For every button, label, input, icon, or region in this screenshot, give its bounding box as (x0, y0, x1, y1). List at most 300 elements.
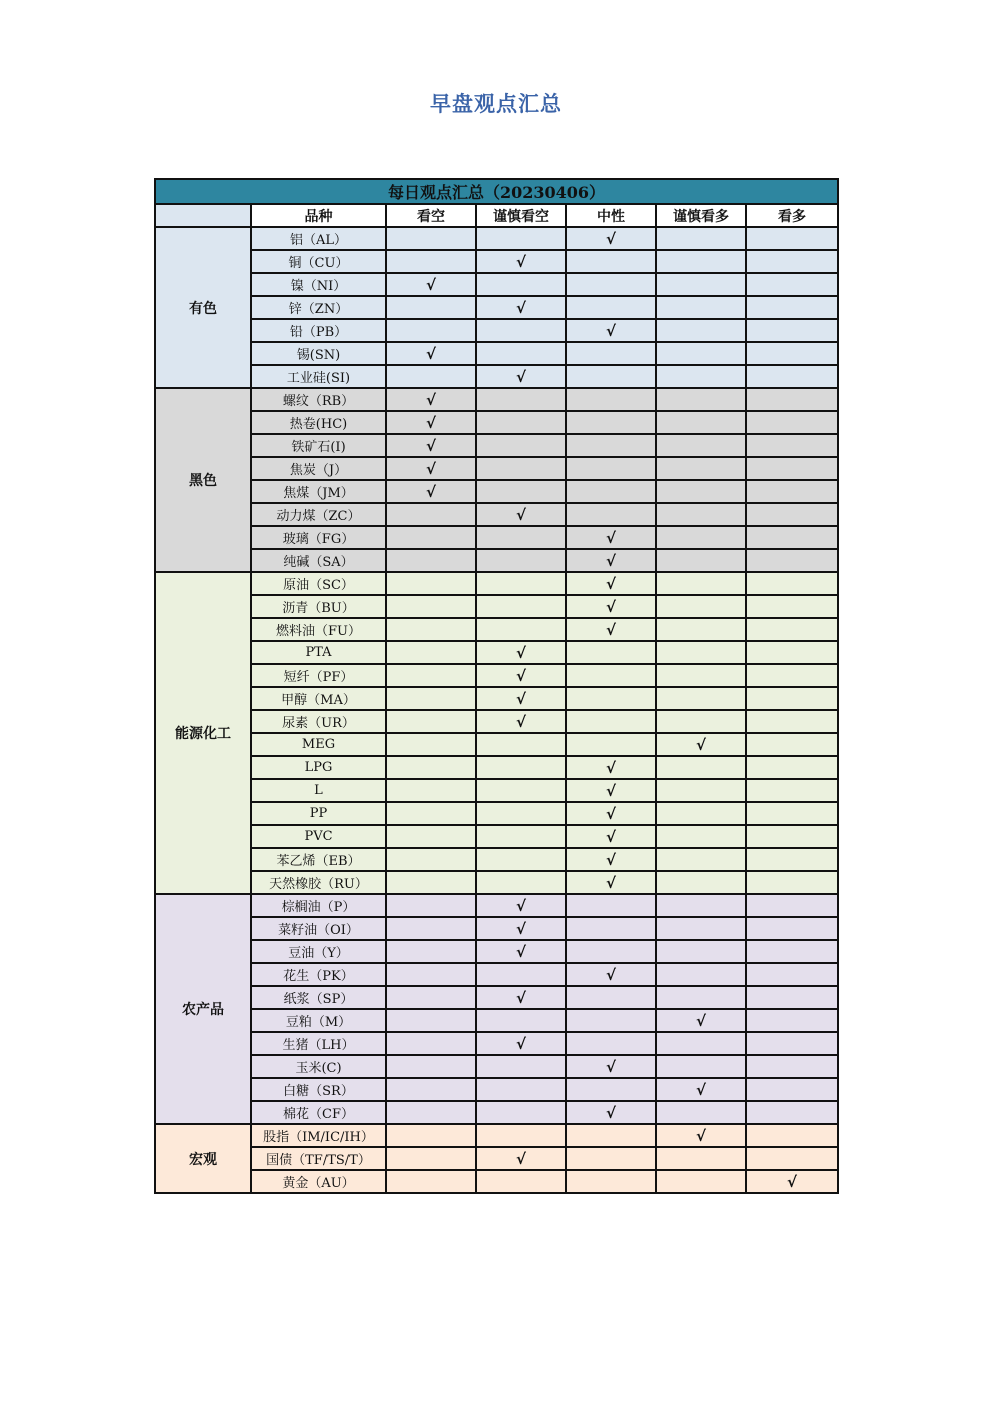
view-cell (656, 388, 746, 411)
view-cell (386, 894, 476, 917)
table-row (155, 779, 838, 802)
view-cell (566, 710, 656, 733)
view-cell (656, 710, 746, 733)
check-mark-icon: √ (515, 988, 526, 1007)
table-row (155, 917, 838, 940)
view-cell (746, 365, 838, 388)
view-cell (746, 595, 838, 618)
view-cell (476, 848, 566, 871)
view-cell (566, 319, 656, 342)
view-cell (566, 963, 656, 986)
view-cell (746, 1147, 838, 1170)
table-row (155, 664, 838, 687)
view-cell (566, 894, 656, 917)
check-mark-icon: √ (605, 321, 616, 340)
view-cell (566, 986, 656, 1009)
sector-label: 黑色 (155, 388, 251, 572)
view-cell (656, 434, 746, 457)
view-cell (476, 434, 566, 457)
view-cell (656, 1147, 746, 1170)
view-cell (656, 227, 746, 250)
commodity-name: 沥青（BU） (251, 595, 386, 618)
view-cell (746, 1101, 838, 1124)
view-cell (476, 572, 566, 595)
view-cell (386, 940, 476, 963)
view-cell (656, 526, 746, 549)
view-cell (746, 319, 838, 342)
commodity-name: 镍（NI） (251, 273, 386, 296)
view-cell (476, 687, 566, 710)
commodity-name: LPG (251, 756, 386, 779)
view-cell (656, 894, 746, 917)
view-cell (746, 273, 838, 296)
view-cell (386, 802, 476, 825)
commodity-name: 股指（IM/IC/IH） (251, 1124, 386, 1147)
view-cell (656, 641, 746, 664)
commodity-name: 纸浆（SP） (251, 986, 386, 1009)
view-cell (566, 273, 656, 296)
view-cell (566, 1124, 656, 1147)
view-cell (476, 365, 566, 388)
view-cell (386, 1078, 476, 1101)
view-cell (386, 1032, 476, 1055)
view-cell (656, 986, 746, 1009)
view-cell (476, 986, 566, 1009)
check-mark-icon: √ (515, 252, 526, 271)
view-cell (656, 756, 746, 779)
commodity-name: 天然橡胶（RU） (251, 871, 386, 894)
view-cell (746, 710, 838, 733)
view-cell (656, 1170, 746, 1193)
commodity-name: 焦炭（J） (251, 457, 386, 480)
view-cell (476, 756, 566, 779)
sector-label: 能源化工 (155, 572, 251, 894)
sector-label: 农产品 (155, 894, 251, 1124)
view-cell (476, 1009, 566, 1032)
check-mark-icon: √ (605, 873, 616, 892)
table-row (155, 457, 838, 480)
sector-header-cell (155, 204, 251, 227)
view-cell (386, 411, 476, 434)
commodity-name: 原油（SC） (251, 572, 386, 595)
view-cell (566, 779, 656, 802)
commodity-name: PP (251, 802, 386, 825)
view-cell (386, 1055, 476, 1078)
view-cell (476, 871, 566, 894)
view-cell (386, 503, 476, 526)
column-header: 谨慎看多 (656, 204, 746, 227)
commodity-name: 工业硅(SI) (251, 365, 386, 388)
view-cell (566, 296, 656, 319)
view-cell (476, 733, 566, 756)
check-mark-icon: √ (605, 597, 616, 616)
view-cell (386, 848, 476, 871)
view-cell (386, 1147, 476, 1170)
table-row (155, 802, 838, 825)
commodity-name: PTA (251, 641, 386, 664)
commodity-name: PVC (251, 825, 386, 848)
table-row (155, 733, 838, 756)
view-cell (656, 848, 746, 871)
view-cell (746, 250, 838, 273)
view-cell (566, 342, 656, 365)
table-title: 每日观点汇总（20230406） (155, 179, 838, 204)
view-cell (746, 1078, 838, 1101)
table-row (155, 1170, 838, 1193)
view-cell (656, 1124, 746, 1147)
view-cell (746, 687, 838, 710)
check-mark-icon: √ (605, 551, 616, 570)
view-cell (656, 963, 746, 986)
view-cell (386, 1101, 476, 1124)
view-cell (386, 365, 476, 388)
view-cell (476, 963, 566, 986)
view-cell (476, 1032, 566, 1055)
table-row (155, 940, 838, 963)
view-cell (566, 434, 656, 457)
commodity-name: 苯乙烯（EB） (251, 848, 386, 871)
view-cell (476, 618, 566, 641)
view-cell (656, 319, 746, 342)
commodity-name: 国债（TF/TS/T） (251, 1147, 386, 1170)
table-row (155, 963, 838, 986)
view-cell (656, 940, 746, 963)
view-cell (476, 917, 566, 940)
commodity-name: 菜籽油（OI） (251, 917, 386, 940)
table-row (155, 687, 838, 710)
column-header: 品种 (251, 204, 386, 227)
view-cell (566, 388, 656, 411)
view-cell (386, 319, 476, 342)
view-cell (566, 1009, 656, 1032)
table-row (155, 388, 838, 411)
column-header: 看空 (386, 204, 476, 227)
page-title: 早盘观点汇总 (430, 92, 562, 116)
view-cell (566, 526, 656, 549)
check-mark-icon: √ (425, 436, 436, 455)
view-cell (746, 342, 838, 365)
sector-label: 宏观 (155, 1124, 251, 1193)
column-header-row (155, 204, 838, 227)
commodity-name: 铝（AL） (251, 227, 386, 250)
table-row (155, 273, 838, 296)
view-cell (566, 756, 656, 779)
table-row (155, 319, 838, 342)
view-cell (566, 411, 656, 434)
view-cell (746, 986, 838, 1009)
check-mark-icon: √ (425, 459, 436, 478)
check-mark-icon: √ (425, 482, 436, 501)
check-mark-icon: √ (605, 1057, 616, 1076)
view-cell (476, 457, 566, 480)
view-cell (386, 1124, 476, 1147)
view-cell (566, 641, 656, 664)
view-cell (476, 526, 566, 549)
view-cell (476, 1170, 566, 1193)
view-cell (566, 940, 656, 963)
view-cell (476, 894, 566, 917)
view-cell (476, 802, 566, 825)
view-cell (656, 1009, 746, 1032)
view-cell (386, 388, 476, 411)
view-cell (386, 825, 476, 848)
view-cell (656, 572, 746, 595)
table-row (155, 848, 838, 871)
view-cell (746, 1032, 838, 1055)
check-mark-icon: √ (786, 1172, 797, 1191)
view-cell (386, 733, 476, 756)
view-cell (656, 871, 746, 894)
view-cell (476, 411, 566, 434)
commodity-name: 玉米(C) (251, 1055, 386, 1078)
table-row (155, 250, 838, 273)
view-cell (386, 664, 476, 687)
view-cell (746, 296, 838, 319)
view-cell (476, 319, 566, 342)
table-row (155, 1009, 838, 1032)
column-header: 谨慎看空 (476, 204, 566, 227)
view-cell (566, 549, 656, 572)
check-mark-icon: √ (425, 413, 436, 432)
view-cell (566, 664, 656, 687)
check-mark-icon: √ (515, 367, 526, 386)
check-mark-icon: √ (515, 1149, 526, 1168)
check-mark-icon: √ (515, 643, 526, 662)
view-cell (476, 250, 566, 273)
view-cell (476, 595, 566, 618)
check-mark-icon: √ (425, 275, 436, 294)
table-row (155, 365, 838, 388)
check-mark-icon: √ (605, 827, 616, 846)
view-cell (746, 894, 838, 917)
view-cell (476, 1101, 566, 1124)
table-row (155, 1055, 838, 1078)
check-mark-icon: √ (605, 850, 616, 869)
commodity-name: 玻璃（FG） (251, 526, 386, 549)
column-header: 中性 (566, 204, 656, 227)
view-cell (566, 503, 656, 526)
view-cell (386, 963, 476, 986)
view-cell (656, 457, 746, 480)
check-mark-icon: √ (515, 919, 526, 938)
check-mark-icon: √ (695, 1011, 706, 1030)
view-cell (566, 871, 656, 894)
view-cell (566, 917, 656, 940)
view-cell (566, 687, 656, 710)
commodity-name: 动力煤（ZC） (251, 503, 386, 526)
table-row (155, 411, 838, 434)
view-cell (476, 480, 566, 503)
view-cell (746, 1124, 838, 1147)
check-mark-icon: √ (695, 1126, 706, 1145)
view-cell (476, 342, 566, 365)
view-cell (476, 710, 566, 733)
view-cell (386, 710, 476, 733)
view-cell (656, 411, 746, 434)
view-cell (656, 250, 746, 273)
view-cell (746, 940, 838, 963)
view-cell (386, 986, 476, 1009)
view-cell (386, 756, 476, 779)
view-cell (656, 1101, 746, 1124)
check-mark-icon: √ (605, 620, 616, 639)
commodity-name: MEG (251, 733, 386, 756)
view-cell (476, 388, 566, 411)
view-cell (386, 779, 476, 802)
view-cell (746, 572, 838, 595)
check-mark-icon: √ (425, 390, 436, 409)
view-cell (746, 917, 838, 940)
commodity-name: 铅（PB） (251, 319, 386, 342)
view-cell (656, 825, 746, 848)
table-row (155, 503, 838, 526)
view-cell (656, 296, 746, 319)
view-cell (566, 1032, 656, 1055)
view-cell (386, 641, 476, 664)
view-cell (476, 1147, 566, 1170)
view-cell (476, 664, 566, 687)
view-cell (386, 1009, 476, 1032)
view-cell (656, 480, 746, 503)
view-cell (566, 802, 656, 825)
view-cell (566, 457, 656, 480)
view-cell (386, 434, 476, 457)
view-cell (476, 1055, 566, 1078)
check-mark-icon: √ (515, 689, 526, 708)
check-mark-icon: √ (695, 735, 706, 754)
view-cell (656, 917, 746, 940)
view-cell (746, 526, 838, 549)
view-cell (386, 227, 476, 250)
view-cell (566, 848, 656, 871)
view-cell (656, 779, 746, 802)
view-cell (746, 756, 838, 779)
view-cell (566, 618, 656, 641)
view-cell (386, 480, 476, 503)
check-mark-icon: √ (515, 896, 526, 915)
commodity-name: 燃料油（FU） (251, 618, 386, 641)
check-mark-icon: √ (515, 298, 526, 317)
view-cell (746, 871, 838, 894)
view-cell (386, 526, 476, 549)
view-cell (386, 273, 476, 296)
check-mark-icon: √ (605, 574, 616, 593)
check-mark-icon: √ (425, 344, 436, 363)
view-cell (746, 779, 838, 802)
table-row (155, 1078, 838, 1101)
view-cell (656, 733, 746, 756)
table-row (155, 641, 838, 664)
table-row (155, 1124, 838, 1147)
view-cell (746, 1170, 838, 1193)
table-row (155, 894, 838, 917)
view-cell (746, 227, 838, 250)
view-cell (746, 1009, 838, 1032)
view-cell (386, 549, 476, 572)
check-mark-icon: √ (515, 942, 526, 961)
view-cell (386, 342, 476, 365)
table-row (155, 986, 838, 1009)
check-mark-icon: √ (515, 666, 526, 685)
view-cell (566, 1101, 656, 1124)
table-row (155, 1147, 838, 1170)
view-cell (386, 618, 476, 641)
sector-label: 有色 (155, 227, 251, 388)
view-cell (746, 618, 838, 641)
commodity-name: 花生（PK） (251, 963, 386, 986)
commodity-name: 棕榈油（P） (251, 894, 386, 917)
table-row (155, 434, 838, 457)
table-row (155, 1101, 838, 1124)
view-cell (656, 595, 746, 618)
view-cell (566, 365, 656, 388)
view-cell (476, 273, 566, 296)
check-mark-icon: √ (695, 1080, 706, 1099)
view-cell (656, 664, 746, 687)
commodity-name: 白糖（SR） (251, 1078, 386, 1101)
view-summary-table (154, 178, 839, 1194)
view-cell (566, 250, 656, 273)
view-cell (746, 457, 838, 480)
commodity-name: 铁矿石(I) (251, 434, 386, 457)
table-row (155, 572, 838, 595)
view-cell (386, 1170, 476, 1193)
view-cell (566, 1147, 656, 1170)
table-row (155, 526, 838, 549)
view-cell (566, 595, 656, 618)
table-row (155, 342, 838, 365)
view-cell (386, 457, 476, 480)
view-cell (656, 342, 746, 365)
view-cell (476, 779, 566, 802)
check-mark-icon: √ (515, 505, 526, 524)
view-cell (566, 572, 656, 595)
check-mark-icon: √ (605, 528, 616, 547)
view-cell (386, 572, 476, 595)
view-cell (386, 296, 476, 319)
view-cell (476, 227, 566, 250)
view-cell (566, 825, 656, 848)
commodity-name: 热卷(HC) (251, 411, 386, 434)
commodity-name: 铜（CU） (251, 250, 386, 273)
view-cell (746, 503, 838, 526)
check-mark-icon: √ (605, 965, 616, 984)
commodity-name: L (251, 779, 386, 802)
table-row (155, 549, 838, 572)
view-cell (566, 1170, 656, 1193)
view-cell (386, 871, 476, 894)
view-cell (656, 1078, 746, 1101)
view-cell (476, 1124, 566, 1147)
view-cell (746, 388, 838, 411)
commodity-name: 焦煤（JM） (251, 480, 386, 503)
view-cell (476, 1078, 566, 1101)
table-row (155, 756, 838, 779)
commodity-name: 螺纹（RB） (251, 388, 386, 411)
commodity-name: 黄金（AU） (251, 1170, 386, 1193)
view-cell (746, 733, 838, 756)
view-cell (746, 1055, 838, 1078)
view-cell (386, 687, 476, 710)
table-title-row (155, 179, 838, 204)
view-cell (566, 1055, 656, 1078)
view-cell (656, 365, 746, 388)
table-row (155, 296, 838, 319)
commodity-name: 棉花（CF） (251, 1101, 386, 1124)
check-mark-icon: √ (515, 1034, 526, 1053)
view-cell (746, 549, 838, 572)
view-cell (476, 549, 566, 572)
